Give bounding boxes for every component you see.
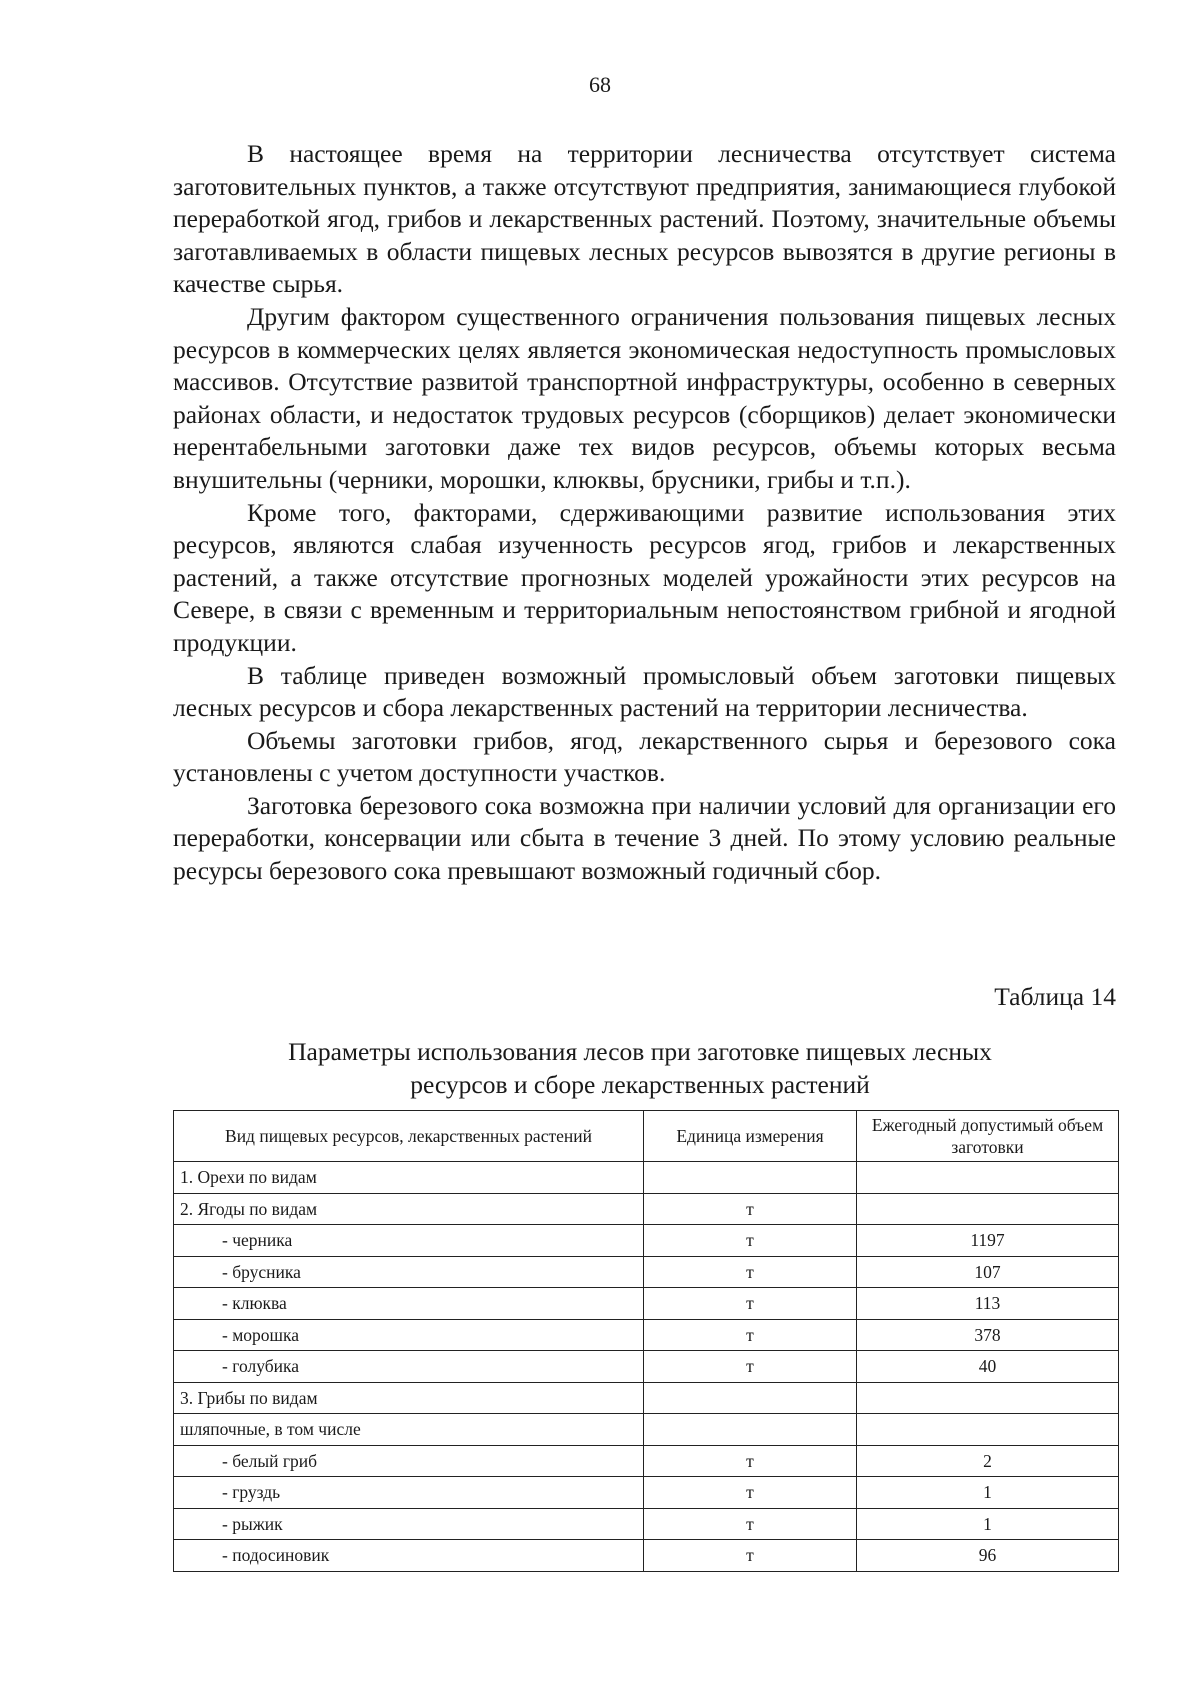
paragraph: В таблице приведен возможный промысловый объем заготовки пищевых лесных ресурсов и сбора лекарственных растений на территории лесничества. bbox=[173, 660, 1116, 723]
resource-name-cell: - рыжик bbox=[174, 1508, 644, 1540]
table-caption-line: ресурсов и сборе лекарственных растений bbox=[410, 1070, 870, 1099]
header-resource-type: Вид пищевых ресурсов, лекарственных растений bbox=[174, 1111, 644, 1162]
resource-name-cell: - груздь bbox=[174, 1477, 644, 1509]
volume-cell: 107 bbox=[857, 1256, 1119, 1288]
paragraph: Кроме того, факторами, сдерживающими развитие использования этих ресурсов, являются слабая изученность ресурсов ягод, грибов и лекарственных растений, а также отсутствие прогнозных моделей урожайности этих ресурсов на Севере, в связи с временным и территориальным непостоянством грибной и ягодной продукции. bbox=[173, 497, 1116, 657]
resource-name-cell: 2. Ягоды по видам bbox=[174, 1193, 644, 1225]
table-header-row bbox=[174, 1111, 1119, 1162]
table-row bbox=[174, 1445, 1119, 1477]
paragraph: Другим фактором существенного ограничения пользования пищевых лесных ресурсов в коммерческих целях является экономическая недоступность промысловых массивов. Отсутствие развитой транспортной инфраструктуры, особенно в северных районах области, и недостаток трудовых ресурсов (сборщиков) делает экономически нерентабельными заготовки даже тех видов ресурсов, объемы которых весьма внушительны (черники, морошки, клюквы, брусники, грибы и т.п.). bbox=[173, 301, 1116, 494]
unit-cell: т bbox=[644, 1445, 857, 1477]
volume-cell bbox=[857, 1414, 1119, 1446]
table-row bbox=[174, 1225, 1119, 1257]
table-row bbox=[174, 1351, 1119, 1383]
header-unit: Единица измерения bbox=[644, 1111, 857, 1162]
volume-cell: 1 bbox=[857, 1477, 1119, 1509]
resource-name-cell: - брусника bbox=[174, 1256, 644, 1288]
resource-name-cell: - черника bbox=[174, 1225, 644, 1257]
volume-cell: 1197 bbox=[857, 1225, 1119, 1257]
unit-cell bbox=[644, 1414, 857, 1446]
resource-name-cell: шляпочные, в том числе bbox=[174, 1414, 644, 1446]
table-row bbox=[174, 1162, 1119, 1194]
paragraph: Объемы заготовки грибов, ягод, лекарственного сырья и березового сока установлены с учетом доступности участков. bbox=[173, 725, 1116, 788]
table-caption-line: Параметры использования лесов при заготовке пищевых лесных bbox=[288, 1037, 992, 1066]
table-row bbox=[174, 1256, 1119, 1288]
table-row bbox=[174, 1477, 1119, 1509]
resource-name-cell: - белый гриб bbox=[174, 1445, 644, 1477]
paragraph: Заготовка березового сока возможна при наличии условий для организации его переработки, консервации или сбыта в течение 3 дней. По этому условию реальные ресурсы березового сока превышают возможный годичный сбор. bbox=[173, 790, 1116, 886]
unit-cell: т bbox=[644, 1477, 857, 1509]
table-row bbox=[174, 1382, 1119, 1414]
unit-cell: т bbox=[644, 1319, 857, 1351]
unit-cell: т bbox=[644, 1193, 857, 1225]
unit-cell: т bbox=[644, 1256, 857, 1288]
unit-cell: т bbox=[644, 1540, 857, 1572]
volume-cell bbox=[857, 1382, 1119, 1414]
table-caption bbox=[200, 1035, 1080, 1101]
volume-cell: 96 bbox=[857, 1540, 1119, 1572]
table-row bbox=[174, 1193, 1119, 1225]
unit-cell: т bbox=[644, 1351, 857, 1383]
resource-table bbox=[173, 1110, 1119, 1572]
volume-cell: 378 bbox=[857, 1319, 1119, 1351]
volume-cell: 1 bbox=[857, 1508, 1119, 1540]
volume-cell: 2 bbox=[857, 1445, 1119, 1477]
table-body bbox=[174, 1162, 1119, 1572]
unit-cell bbox=[644, 1382, 857, 1414]
table-row bbox=[174, 1288, 1119, 1320]
volume-cell: 40 bbox=[857, 1351, 1119, 1383]
resource-name-cell: 1. Орехи по видам bbox=[174, 1162, 644, 1194]
resource-name-cell: - подосиновик bbox=[174, 1540, 644, 1572]
unit-cell: т bbox=[644, 1288, 857, 1320]
resource-name-cell: - голубика bbox=[174, 1351, 644, 1383]
table-label: Таблица 14 bbox=[994, 982, 1116, 1011]
resource-name-cell: 3. Грибы по видам bbox=[174, 1382, 644, 1414]
resource-name-cell: - клюква bbox=[174, 1288, 644, 1320]
header-annual-volume: Ежегодный допустимый объем заготовки bbox=[857, 1111, 1119, 1162]
volume-cell bbox=[857, 1193, 1119, 1225]
table-row bbox=[174, 1540, 1119, 1572]
unit-cell: т bbox=[644, 1508, 857, 1540]
page-number: 68 bbox=[589, 72, 611, 97]
table-row bbox=[174, 1414, 1119, 1446]
table-row bbox=[174, 1508, 1119, 1540]
unit-cell: т bbox=[644, 1225, 857, 1257]
volume-cell bbox=[857, 1162, 1119, 1194]
resource-name-cell: - морошка bbox=[174, 1319, 644, 1351]
unit-cell bbox=[644, 1162, 857, 1194]
paragraph: В настоящее время на территории лесничества отсутствует система заготовительных пунктов, а также отсутствуют предприятия, занимающиеся глубокой переработкой ягод, грибов и лекарственных растений. Поэтому, значительные объемы заготавливаемых в области пищевых лесных ресурсов вывозятся в другие регионы в качестве сырья. bbox=[173, 139, 1116, 299]
body-text bbox=[173, 138, 1116, 888]
volume-cell: 113 bbox=[857, 1288, 1119, 1320]
table-row bbox=[174, 1319, 1119, 1351]
